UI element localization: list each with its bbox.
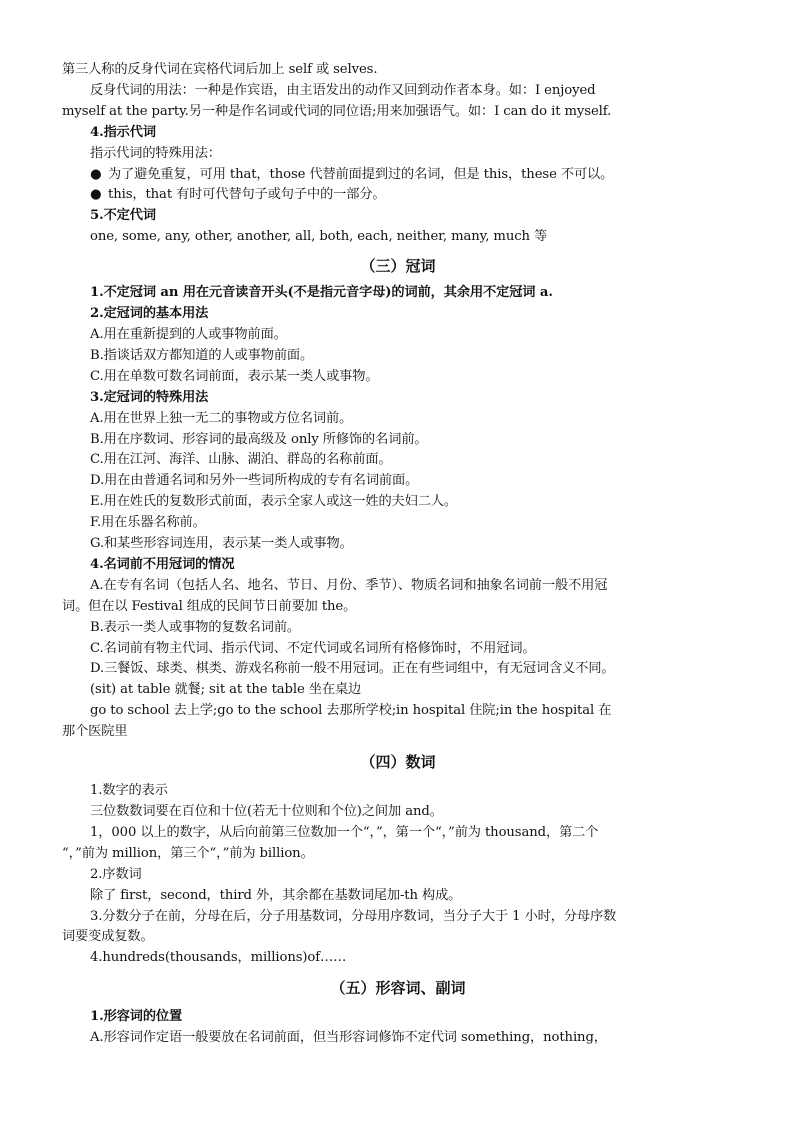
subheading: 4.名词前不用冠词的情况 <box>90 556 235 572</box>
body-line: 1，000 以上的数字，从后向前第三位数加一个“，”，第一个“，”前为 thousand，第二个 <box>90 824 599 840</box>
section-title-numerals: （四）数词 <box>360 753 436 772</box>
body-line: 4.hundreds(thousands，millions)of…… <box>90 950 347 966</box>
document-page <box>62 60 734 1049</box>
body-line: C.用在单数可数名词前面，表示某一类人或事物。 <box>90 368 379 384</box>
bullet-text: this，that 有时可代替句子或句子中的一部分。 <box>108 187 386 203</box>
body-line: B.指谈话双方都知道的人或事物前面。 <box>90 347 314 363</box>
body-line: 那个医院里 <box>62 724 128 740</box>
body-line: 第三人称的反身代词在宾格代词后加上 self 或 selves. <box>62 62 378 77</box>
bullet-item <box>62 185 734 206</box>
section-title-adjectives-adverbs: （五）形容词、副词 <box>330 979 466 998</box>
subheading: 1.形容词的位置 <box>90 1009 183 1025</box>
pronoun-section-tail <box>62 60 734 248</box>
bullet-item <box>62 165 734 186</box>
subheading: 3.定冠词的特殊用法 <box>90 389 209 405</box>
body-line: one, some, any, other, another, all, both, each, neither, many, much 等 <box>90 229 548 245</box>
body-line: A.用在重新提到的人或事物前面。 <box>90 326 287 342</box>
subheading: 1.不定冠词 an 用在元音读音开头(不是指元音字母)的词前，其余用不定冠词 a. <box>90 285 553 301</box>
body-line: myself at the party.另一种是作名词或代词的同位语;用来加强语气。如：I can do it myself. <box>62 103 612 119</box>
section-title-articles: （三）冠词 <box>360 257 436 276</box>
body-line: 除了 first，second，third 外，其余都在基数词尾加-th 构成。 <box>90 887 462 903</box>
body-line: B.表示一类人或事物的复数名词前。 <box>90 619 300 635</box>
body-line: 反身代词的用法：一种是作宾语，由主语发出的动作又回到动作者本身。如：I enjoyed <box>90 82 596 98</box>
articles-section <box>62 283 734 743</box>
body-line: 3.分数分子在前，分母在后，分子用基数词，分母用序数词，当分子大于 1 小时，分母序数 <box>90 908 617 924</box>
subheading: 4.指示代词 <box>90 124 156 140</box>
body-line: G.和某些形容词连用，表示某一类人或事物。 <box>90 536 353 552</box>
body-line: (sit) at table 就餐; sit at the table 坐在桌边 <box>90 682 362 698</box>
body-line: 指示代词的特殊用法： <box>90 145 221 161</box>
body-line: A.用在世界上独一无二的事物或方位名词前。 <box>90 410 353 426</box>
body-line: C.用在江河、海洋、山脉、湖泊、群岛的名称前面。 <box>90 452 392 468</box>
numerals-section <box>62 781 734 969</box>
body-line: go to school 去上学;go to the school 去那所学校;in hospital 住院;in the hospital 在 <box>90 703 612 719</box>
adjectives-section <box>62 1007 734 1049</box>
body-line: 2.序数词 <box>90 866 142 882</box>
subheading: 5.不定代词 <box>90 208 156 224</box>
body-line: 1.数字的表示 <box>90 783 168 799</box>
body-line: E.用在姓氏的复数形式前面，表示全家人或这一姓的夫妇二人。 <box>90 494 457 510</box>
body-line: 三位数数词要在百位和十位(若无十位则和个位)之间加 and。 <box>90 804 443 819</box>
body-line: A.形容词作定语一般要放在名词前面，但当形容词修饰不定代词 something，nothing， <box>90 1030 607 1046</box>
bullet-dot-icon: ● <box>90 166 102 182</box>
body-line: D.三餐饭、球类、棋类、游戏名称前一般不用冠词。正在有些词组中，有无冠词含义不同。 <box>90 661 615 677</box>
body-line: C.名词前有物主代词、指示代词、不定代词或名词所有格修饰时，不用冠词。 <box>90 640 536 656</box>
body-line: “，”前为 million，第三个“，”前为 billion。 <box>62 845 314 861</box>
body-line: D.用在由普通名词和另外一些词所构成的专有名词前面。 <box>90 473 419 489</box>
body-line: F.用在乐器名称前。 <box>90 515 206 531</box>
body-line: A.在专有名词（包括人名、地名、节日、月份、季节）、物质名词和抽象名词前一般不用冠 <box>90 577 608 593</box>
body-line: B.用在序数词、形容词的最高级及 only 所修饰的名词前。 <box>90 431 428 447</box>
body-line: 词要变成复数。 <box>62 929 154 945</box>
bullet-text: 为了避免重复，可用 that，those 代替前面提到过的名词，但是 this，these 不可以。 <box>108 166 614 182</box>
bullet-dot-icon: ● <box>90 187 102 203</box>
body-line: 词。但在以 Festival 组成的民间节日前要加 the。 <box>62 598 357 614</box>
subheading: 2.定冠词的基本用法 <box>90 306 209 322</box>
